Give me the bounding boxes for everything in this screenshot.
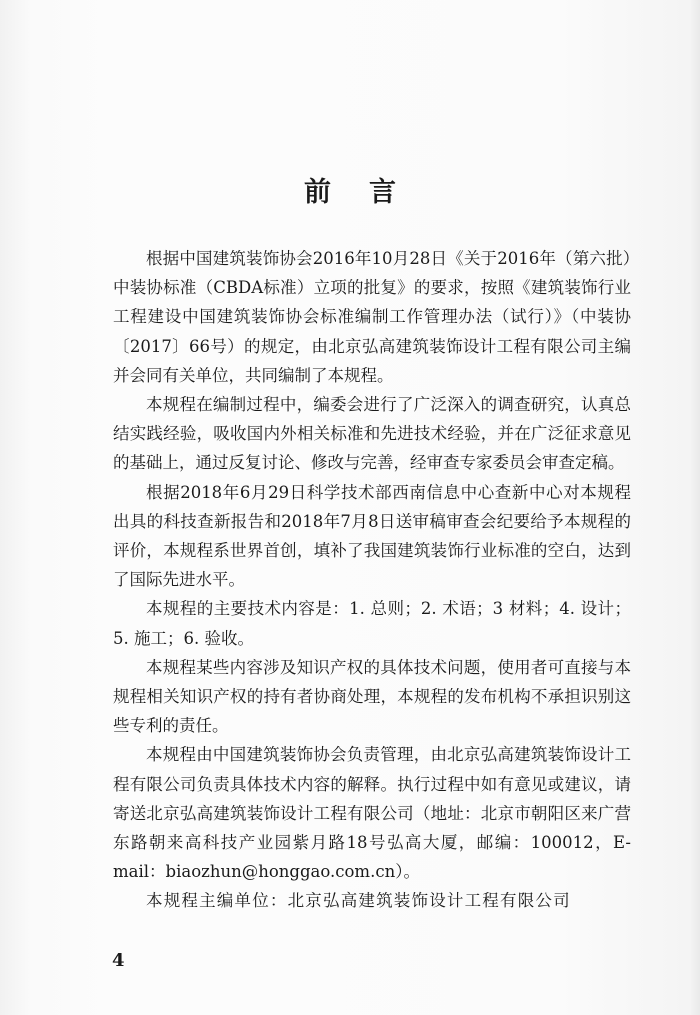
page-title: 前言 bbox=[304, 177, 434, 208]
page-number: 4 bbox=[112, 950, 125, 971]
paragraph-chief-editor-unit: 本规程主编单位：北京弘高建筑装饰设计工程有限公司 bbox=[146, 891, 571, 911]
paragraph-evaluation: 根据2018年6月29日科学技术部西南信息中心查新中心对本规程出具的科技查新报告和2018年7月8日送审稿审查会纪要给予本规程的评价，本规程系世界首创，填补了我国建筑装饰行业标准的空白，达到了国际先进水平。 bbox=[113, 482, 631, 590]
paragraph-main-contents: 本规程的主要技术内容是：1. 总则；2. 术语；3 材料；4. 设计；5. 施工；6. 验收。 bbox=[113, 599, 631, 648]
paragraph-basis: 根据中国建筑装饰协会2016年10月28日《关于2016年（第六批）中装协标准（CBDA标准）立项的批复》的要求，按照《建筑装饰行业工程建设中国建筑装饰协会标准编制工作管理办法（试行）》（中装协〔2017〕66号）的规定，由北京弘高建筑装饰设计工程有限公司主编并会同有关单位，共同编制了本规程。 bbox=[113, 249, 631, 385]
paragraph-patent-notice: 本规程某些内容涉及知识产权的具体技术问题，使用者可直接与本规程相关知识产权的持有者协商处理，本规程的发布机构不承担识别这些专利的责任。 bbox=[113, 657, 631, 736]
paragraph-process: 本规程在编制过程中，编委会进行了广泛深入的调查研究，认真总结实践经验，吸收国内外相关标准和先进技术经验，并在广泛征求意见的基础上，通过反复讨论、修改与完善，经审查专家委员会审查定稿。 bbox=[113, 395, 631, 473]
body-text bbox=[113, 244, 631, 916]
paragraph-management-contact: 本规程由中国建筑装饰协会负责管理，由北京弘高建筑装饰设计工程有限公司负责具体技术内容的解释。执行过程中如有意见或建议，请寄送北京弘高建筑装饰设计工程有限公司（地址：北京市朝阳区来广营东路朝来高科技产业园紫月路18号弘高大厦，邮编：100012，E-mail：biaozhun@honggao.com.cn）。 bbox=[113, 745, 631, 882]
